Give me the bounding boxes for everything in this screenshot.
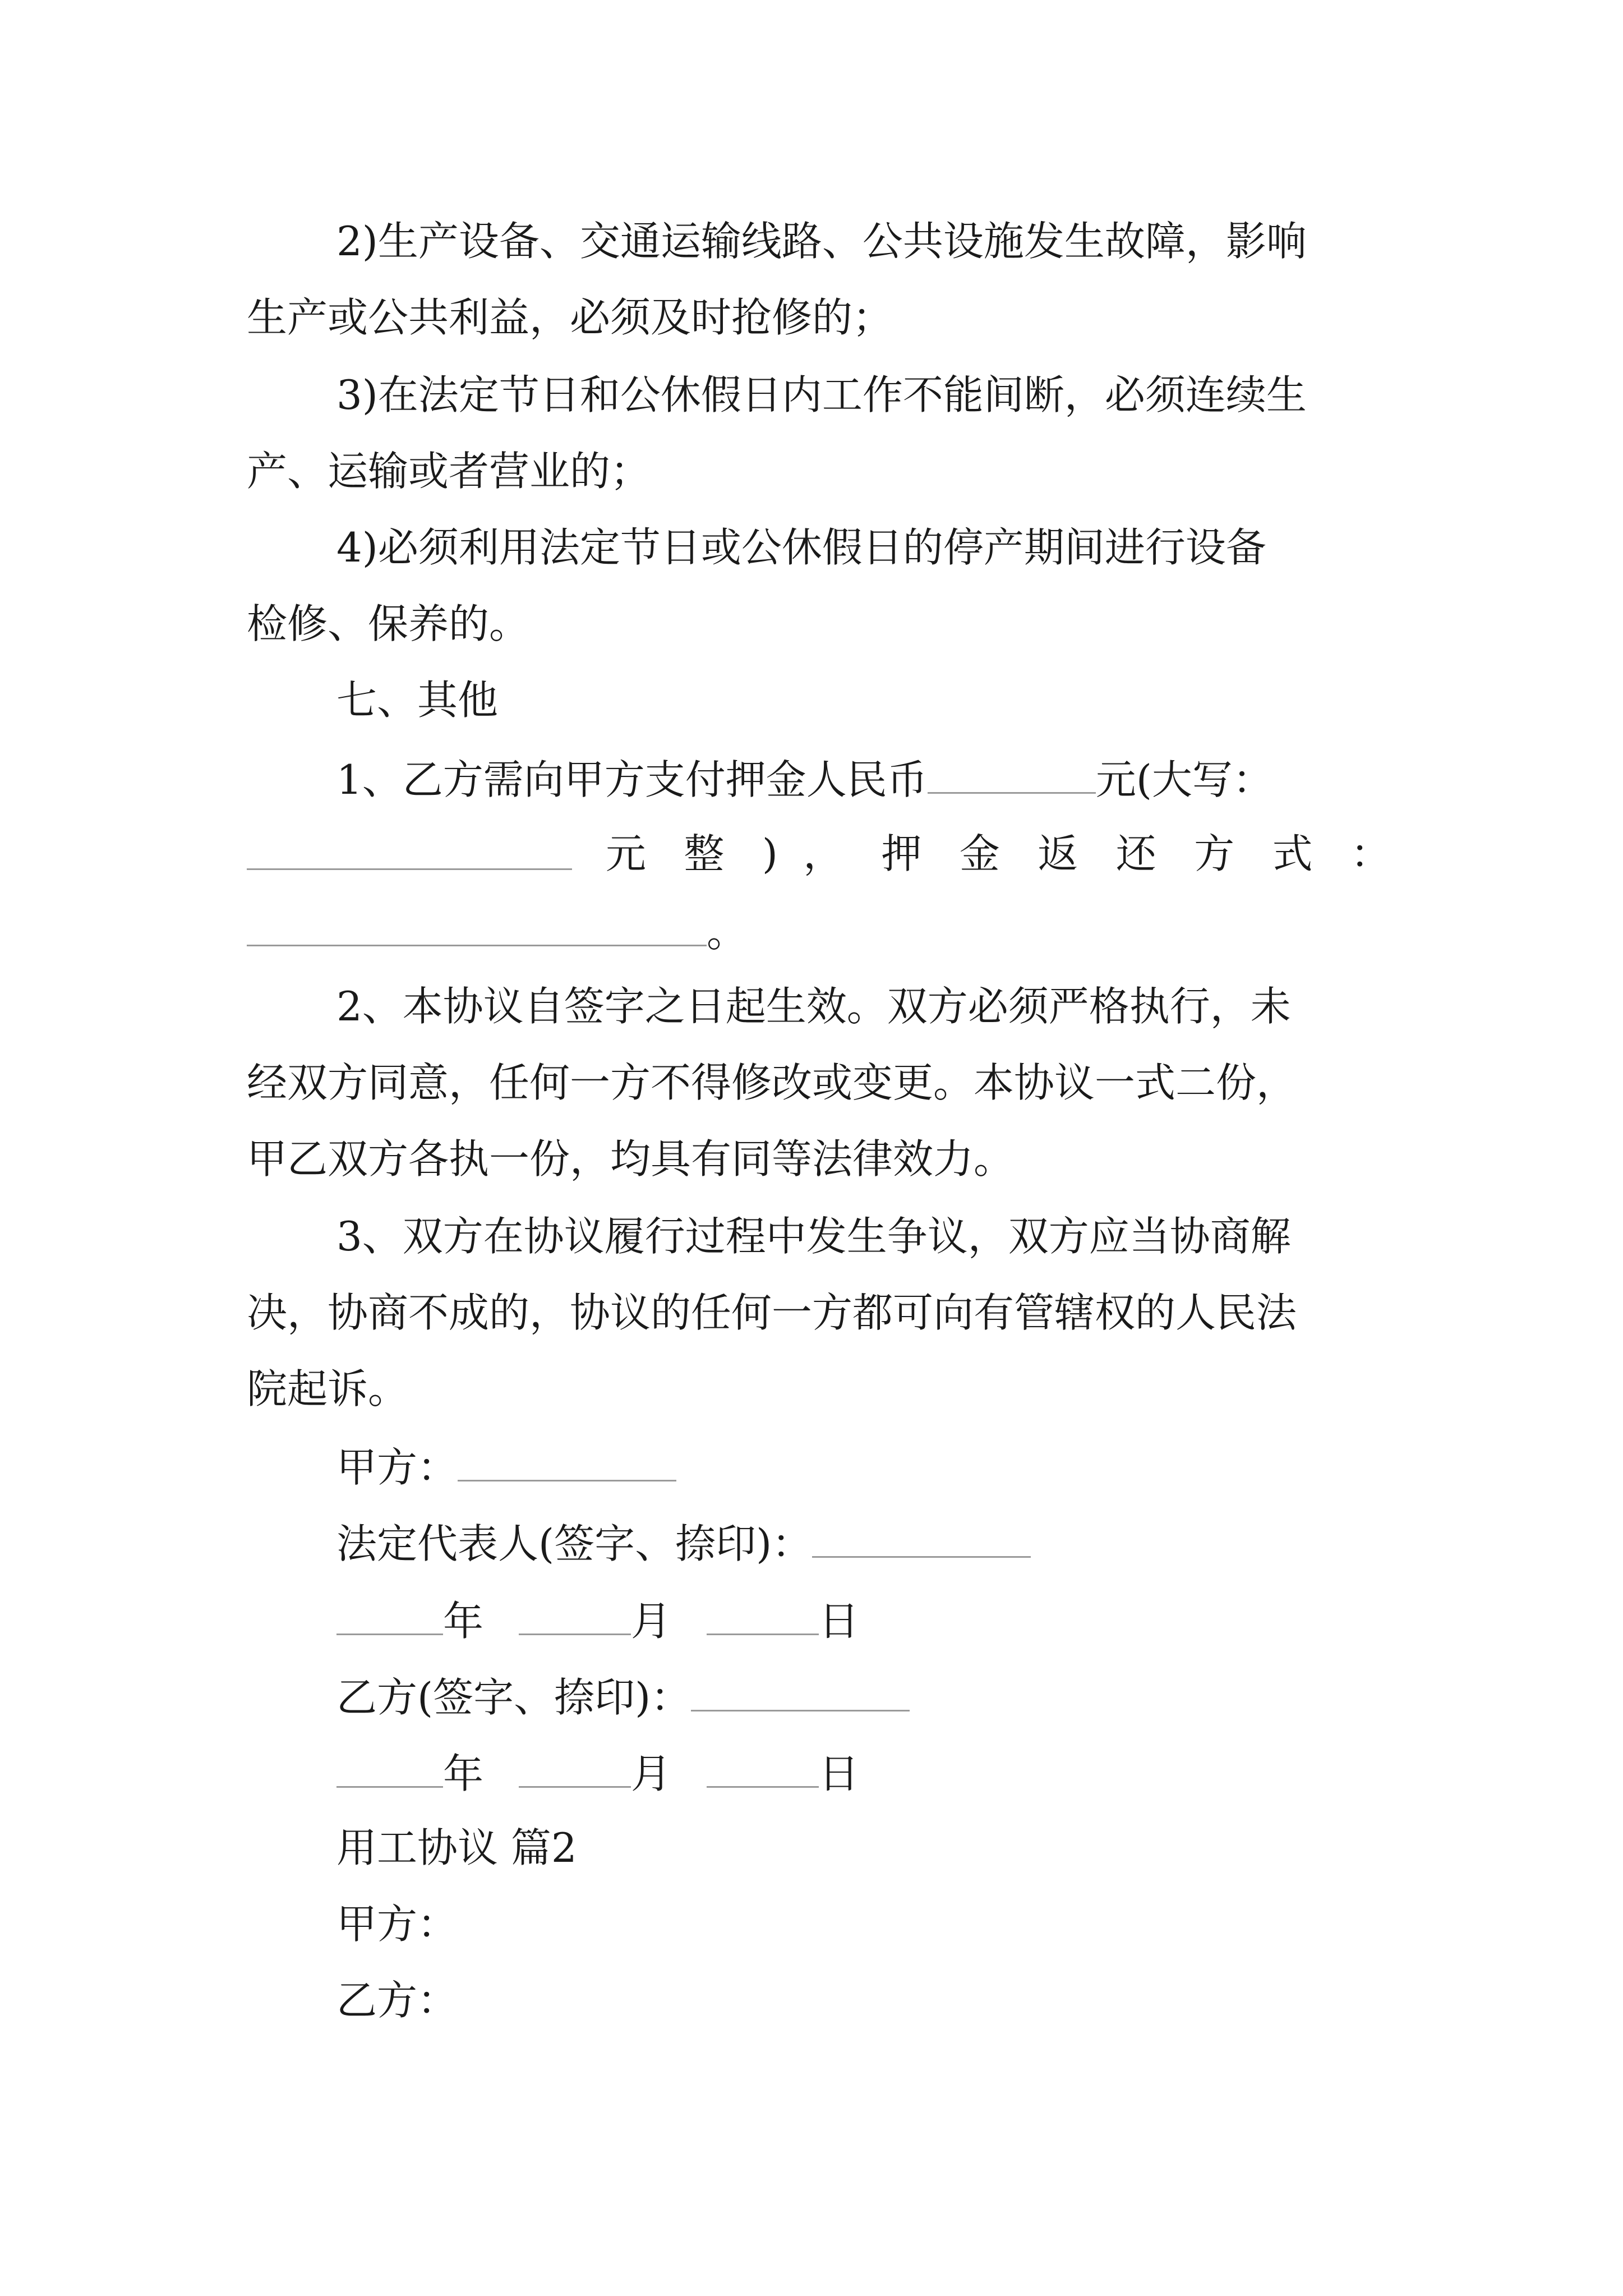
section-heading-other — [336, 677, 1481, 724]
deposit-return-method-blank[interactable] — [247, 910, 707, 946]
party-a-signature-blank[interactable] — [458, 1445, 676, 1481]
dispute-clause-continued — [247, 1289, 1391, 1336]
date-month-label: 月 — [630, 1750, 671, 1797]
clause-text: 。 — [707, 909, 748, 956]
clause-text: 元(大写： — [1095, 756, 1273, 803]
effectiveness-clause — [336, 983, 1481, 1030]
clause-text: 3、双方在协议履行过程中发生争议，双方应当协商解 — [336, 1213, 1291, 1260]
deposit-amount-blank[interactable] — [928, 757, 1096, 794]
signature-label: 乙方(签字、捺印)： — [336, 1674, 691, 1721]
signature-label: 甲方： — [336, 1444, 458, 1491]
effectiveness-clause-continued — [247, 1135, 1391, 1182]
party-a-signature — [336, 1444, 1481, 1491]
clause-text: 2)生产设备、交通运输线路、公共设施发生故障，影响 — [336, 218, 1307, 265]
deposit-return-method — [247, 909, 1391, 956]
clause-text: 产、运输或者营业的； — [247, 448, 651, 495]
clause-text: 检修、保养的。 — [247, 600, 530, 647]
clause-item-2-continued — [247, 294, 1391, 341]
clause-item-4 — [336, 524, 1481, 571]
clause-text: 3)在法定节日和公休假日内工作不能间断，必须连续生 — [336, 371, 1307, 418]
effectiveness-clause-continued — [247, 1059, 1391, 1106]
clause-text: 经双方同意，任何一方不得修改或变更。本协议一式二份， — [247, 1059, 1297, 1106]
party-b-label — [336, 1977, 1481, 2024]
clause-text: 院起诉。 — [247, 1365, 409, 1412]
clause-text: 1、乙方需向甲方支付押金人民币 — [336, 756, 928, 803]
date-day-label: 日 — [818, 1598, 859, 1645]
clause-text: 生产或公共利益，必须及时抢修的； — [247, 294, 893, 341]
party-b-signature — [336, 1674, 1481, 1721]
clause-text: 决，协商不成的，协议的任何一方都可向有管辖权的人民法 — [247, 1289, 1297, 1336]
year-blank[interactable] — [336, 1751, 443, 1788]
legal-representative-signature-blank[interactable] — [812, 1521, 1031, 1558]
clause-item-4-continued — [247, 600, 1391, 647]
date-line-a — [336, 1598, 1481, 1645]
deposit-amount-words-blank[interactable] — [247, 834, 572, 870]
clause-text: 元 整 ) ， 押 金 返 还 方 式 ： — [606, 830, 1391, 877]
dispute-clause — [336, 1213, 1481, 1260]
party-label: 甲方： — [336, 1901, 458, 1948]
day-blank[interactable] — [707, 1751, 819, 1788]
date-year-label: 年 — [443, 1598, 484, 1645]
deposit-clause — [336, 756, 1481, 803]
clause-text: 甲乙双方各执一份，均具有同等法律效力。 — [247, 1135, 1015, 1182]
clause-item-3 — [336, 371, 1481, 418]
date-year-label: 年 — [443, 1750, 484, 1797]
party-a-label — [336, 1901, 1481, 1948]
date-month-label: 月 — [630, 1598, 671, 1645]
month-blank[interactable] — [519, 1599, 631, 1635]
date-day-label: 日 — [818, 1750, 859, 1797]
clause-item-2 — [336, 218, 1481, 265]
signature-label: 法定代表人(签字、捺印)： — [336, 1520, 813, 1567]
section-title-agreement-2 — [336, 1824, 1481, 1871]
date-line-b — [336, 1750, 1481, 1797]
dispute-clause-continued — [247, 1365, 1391, 1412]
deposit-clause-continued — [247, 830, 1391, 877]
legal-representative-signature — [336, 1520, 1481, 1567]
clause-item-3-continued — [247, 448, 1391, 495]
day-blank[interactable] — [707, 1599, 819, 1635]
section-title: 用工协议 篇2 — [336, 1824, 577, 1871]
section-heading: 七、其他 — [336, 677, 499, 724]
party-b-signature-blank[interactable] — [691, 1675, 910, 1711]
party-label: 乙方： — [336, 1977, 458, 2024]
clause-text: 2、本协议自签字之日起生效。双方必须严格执行，未 — [336, 983, 1291, 1030]
clause-text: 4)必须利用法定节日或公休假日的停产期间进行设备 — [336, 524, 1266, 571]
month-blank[interactable] — [519, 1751, 631, 1788]
year-blank[interactable] — [336, 1599, 443, 1635]
